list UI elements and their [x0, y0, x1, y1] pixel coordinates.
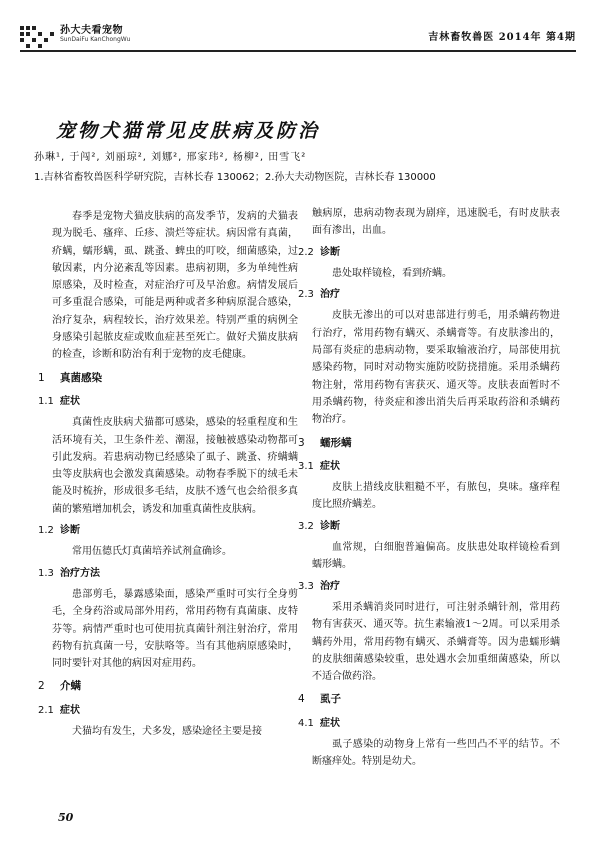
section-heading: 4 虱子: [298, 693, 341, 706]
subsection-heading: 1.3 治疗方法: [38, 567, 100, 579]
body-paragraph: 触病原，患病动物表现为剧痒，迅速脱毛，有时皮肤表面有渗出，出血。: [312, 208, 560, 237]
subsection-heading: 3.3 治疗: [298, 580, 340, 592]
subsection-heading: 3.1 症状: [298, 460, 340, 472]
logo-text-cn: 孙大夫看宠物: [60, 25, 123, 36]
body-paragraph: 患处取样镜检，看到疥螨。: [332, 267, 452, 279]
body-paragraph: 虱子感染的动物身上常有一些凹凸不平的结节。不断瘙痒处。特别是幼犬。: [312, 739, 560, 768]
subsection-heading: 2.3 治疗: [298, 289, 340, 301]
right-column: [298, 205, 560, 771]
journal-info: 吉林畜牧兽医 2014年 第4期: [428, 32, 576, 43]
author-list: 孙琳¹, 于闯², 刘丽琼², 刘娜², 邢家玮², 杨柳², 田雪飞²: [34, 152, 307, 163]
section-heading: 2 介螨: [38, 680, 81, 693]
body-paragraph: 采用杀螨消炎同时进行，可注射杀螨针剂，常用药物有害获灭、通灭等。抗生素输液1～2周。可以采用杀螨药外用，常用药物有螨灭、杀螨膏等。因为患蠕形螨的皮肤细菌感染较重，患处遇水会加重细菌感染，所以不适合做药浴。: [312, 601, 560, 683]
body-paragraph: 患部剪毛，暴露感染面，感染严重时可实行全身剪毛，全身药浴或局部外用药，常用药物有真菌康、皮特芬等。病情严重时也可使用抗真菌针剂注射治疗，常用药物有抗真菌一号，安肤咯等。当有其他病原感染时，同时要针对其他的病因对症用药。: [52, 588, 298, 670]
section-heading: 3 蠕形螨: [298, 436, 352, 449]
section-heading: 1 真菌感染: [38, 371, 102, 384]
logo: [20, 18, 200, 54]
page-number: 50: [58, 811, 74, 824]
subsection-heading: 4.1 症状: [298, 717, 340, 729]
logo-text-en: SunDaiFu KanChongWu: [60, 36, 131, 43]
body-paragraph: 血常规，白细胞普遍偏高。皮肤患处取样镜检看到蠕形螨。: [312, 542, 560, 571]
affiliation: 1.吉林省畜牧兽医科学研究院，吉林长春 130062；2.孙大夫动物医院，吉林长春 130000: [34, 172, 436, 183]
body-paragraph: 常用伍德氏灯真菌培养试剂盒确诊。: [72, 546, 232, 558]
subsection-heading: 3.2 诊断: [298, 520, 340, 532]
logo-dots-icon: [20, 26, 56, 50]
subsection-heading: 2.2 诊断: [298, 246, 340, 258]
intro-paragraph: 春季是宠物犬猫皮肤病的高发季节，发病的犬猫表现为脱毛、瘙痒、丘疹、溃烂等症状。病因常有真菌，疥螨，蠕形螨，虱、跳蚤、蜱虫的叮咬，细菌感染，过敏因素，内分泌紊乱等因素。患病初期，多为单纯性病原感染，及时检查，对症治疗可及早治愈。病情发展后可多重混合感染，可能是两种或者多种病原混合感染，治疗复杂，病程较长，治疗效果差。特别严重的病例全身感染引起脓皮症或败血症甚至死亡。做好犬猫皮肤病的检查，诊断和防治有利于宠物的皮毛健康。: [52, 211, 298, 361]
body-paragraph: 犬猫均有发生，犬多发，感染途径主要是接: [72, 726, 262, 738]
subsection-heading: 1.1 症状: [38, 395, 80, 407]
subsection-heading: 2.1 症状: [38, 704, 80, 716]
body-paragraph: 真菌性皮肤病犬猫都可感染，感染的轻重程度和生活环境有关，卫生条件差、潮湿，接触被感染动物都可引此发病。若患病动物已经感染了虱子、跳蚤、疥螨螨虫等皮肤病也会激发真菌感染。动物春季脱下的绒毛未能及时梳拚，形成很多毛结，皮肤不透气也会给很多真菌的繁殖增加机会，诱发和加重真菌性皮肤病。: [52, 417, 298, 515]
body-paragraph: 皮肤无渗出的可以对患部进行剪毛，用杀螨药物进行治疗，常用药物有螨灭、杀螨膏等。有皮肤渗出的，局部有炎症的患病动物，要采取输液治疗，局部使用抗感染药物，同时对动物实施防咬防挠措施。采用杀螨药物注射，常用药物有害获灭、通灭等。皮肤表面暂时不用杀螨药物，待炎症和渗出消失后再采取药浴和杀螨药物治疗。: [312, 310, 560, 426]
subsection-heading: 1.2 诊断: [38, 525, 80, 537]
page-header: [0, 0, 600, 60]
left-column: [38, 208, 298, 740]
article-title: 宠物犬猫常见皮肤病及防治: [56, 120, 321, 142]
body-paragraph: 皮肤上措线皮肤粗糙不平，有脓包，臭味。瘙痒程度比照疥螨差。: [312, 482, 560, 511]
header-divider: [20, 50, 576, 52]
